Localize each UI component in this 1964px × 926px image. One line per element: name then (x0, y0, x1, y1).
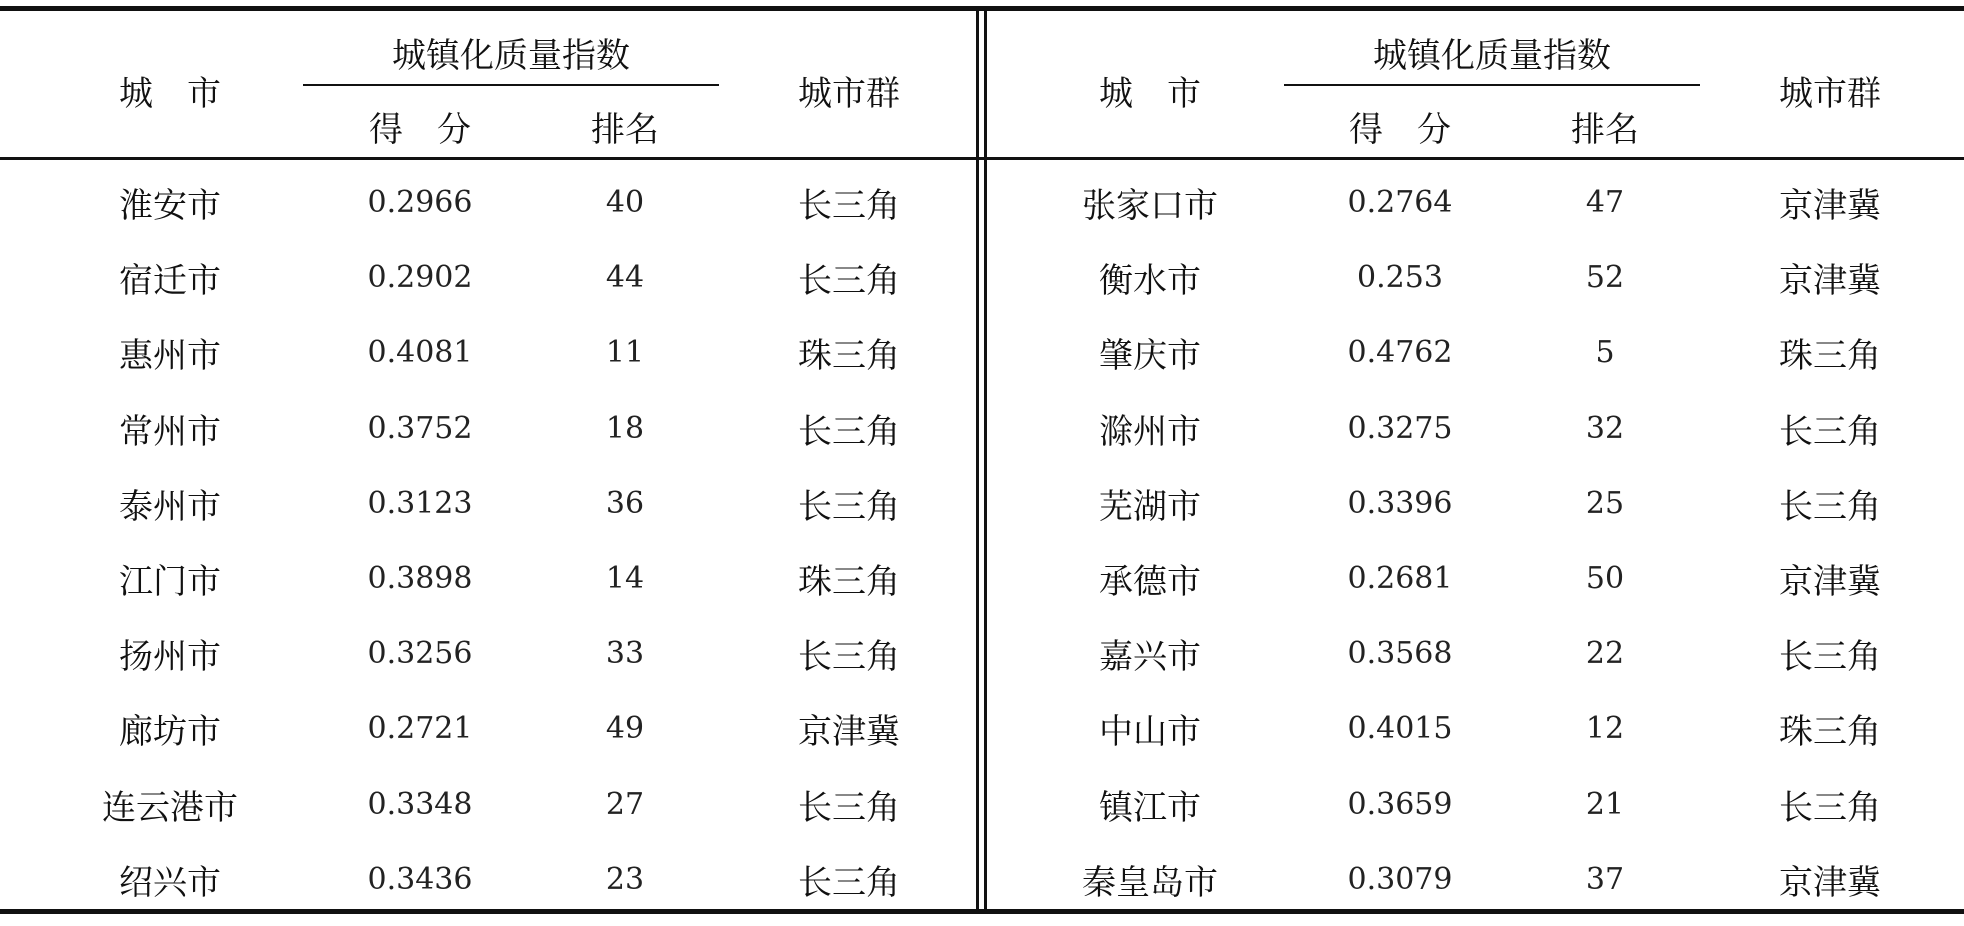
table-bottom-rule (0, 909, 1964, 914)
score-cell: 0.3659 (1347, 786, 1453, 822)
cluster-cell: 京津冀 (1779, 862, 1881, 903)
city-name-cell: 芜湖市 (1099, 486, 1201, 527)
column-header-cluster: 城市群 (1779, 73, 1881, 114)
cluster-cell: 长三角 (798, 787, 900, 828)
city-name-cell: 镇江市 (1099, 787, 1201, 828)
city-name-cell: 泰州市 (119, 486, 221, 527)
rank-cell: 44 (605, 259, 645, 295)
city-name-cell: 江门市 (119, 561, 221, 602)
cluster-cell: 长三角 (798, 636, 900, 677)
cluster-cell: 京津冀 (1779, 561, 1881, 602)
rank-cell: 49 (605, 710, 645, 746)
table-top-rule (0, 6, 1964, 11)
city-name-cell: 廊坊市 (119, 711, 221, 752)
rank-cell: 23 (605, 861, 645, 897)
score-cell: 0.3275 (1347, 410, 1453, 446)
column-header-index-group: 城镇化质量指数 (1373, 35, 1611, 76)
cluster-cell: 珠三角 (798, 335, 900, 376)
city-name-cell: 张家口市 (1082, 185, 1218, 226)
cluster-cell: 长三角 (798, 486, 900, 527)
column-header-cluster: 城市群 (798, 73, 900, 114)
rank-cell: 33 (605, 635, 645, 671)
rank-cell: 36 (605, 485, 645, 521)
score-cell: 0.3256 (367, 635, 473, 671)
score-cell: 0.2681 (1347, 560, 1453, 596)
city-name-cell: 扬州市 (119, 636, 221, 677)
rank-cell: 12 (1585, 710, 1625, 746)
city-name-cell: 承德市 (1099, 561, 1201, 602)
index-group-underline (1284, 84, 1700, 86)
score-cell: 0.3568 (1347, 635, 1453, 671)
score-cell: 0.3396 (1347, 485, 1453, 521)
score-cell: 0.3436 (367, 861, 473, 897)
score-cell: 0.4762 (1347, 334, 1453, 370)
city-name-cell: 嘉兴市 (1099, 636, 1201, 677)
cluster-cell: 京津冀 (798, 711, 900, 752)
score-cell: 0.4015 (1347, 710, 1453, 746)
rank-cell: 22 (1585, 635, 1625, 671)
rank-cell: 27 (605, 786, 645, 822)
cluster-cell: 长三角 (798, 411, 900, 452)
rank-cell: 18 (605, 410, 645, 446)
score-cell: 0.2721 (367, 710, 473, 746)
city-name-cell: 淮安市 (119, 185, 221, 226)
city-name-cell: 惠州市 (119, 335, 221, 376)
cluster-cell: 长三角 (798, 862, 900, 903)
center-divider-line (976, 6, 979, 914)
rank-cell: 11 (605, 334, 645, 370)
cluster-cell: 长三角 (798, 185, 900, 226)
rank-cell: 50 (1585, 560, 1625, 596)
column-header-rank: 排名 (1571, 109, 1639, 150)
column-header-score: 得 分 (1349, 109, 1451, 150)
score-cell: 0.2902 (367, 259, 473, 295)
column-header-city: 城 市 (1099, 73, 1201, 114)
header-bottom-rule (0, 157, 1964, 160)
rank-cell: 37 (1585, 861, 1625, 897)
city-name-cell: 秦皇岛市 (1082, 862, 1218, 903)
rank-cell: 32 (1585, 410, 1625, 446)
rank-cell: 47 (1585, 184, 1625, 220)
score-cell: 0.2764 (1347, 184, 1453, 220)
city-name-cell: 中山市 (1099, 711, 1201, 752)
score-cell: 0.3752 (367, 410, 473, 446)
column-header-index-group: 城镇化质量指数 (392, 35, 630, 76)
score-cell: 0.2966 (367, 184, 473, 220)
cluster-cell: 珠三角 (798, 561, 900, 602)
city-name-cell: 滁州市 (1099, 411, 1201, 452)
score-cell: 0.253 (1357, 259, 1443, 295)
rank-cell: 40 (605, 184, 645, 220)
city-name-cell: 绍兴市 (119, 862, 221, 903)
score-cell: 0.3348 (367, 786, 473, 822)
cluster-cell: 京津冀 (1779, 185, 1881, 226)
city-name-cell: 宿迁市 (119, 260, 221, 301)
column-header-score: 得 分 (369, 109, 471, 150)
cluster-cell: 长三角 (1779, 486, 1881, 527)
rank-cell: 25 (1585, 485, 1625, 521)
cluster-cell: 珠三角 (1779, 335, 1881, 376)
score-cell: 0.4081 (367, 334, 473, 370)
rank-cell: 14 (605, 560, 645, 596)
rank-cell: 5 (1595, 334, 1615, 370)
rank-cell: 52 (1585, 259, 1625, 295)
cluster-cell: 京津冀 (1779, 260, 1881, 301)
column-header-city: 城 市 (119, 73, 221, 114)
center-divider-line (984, 6, 987, 914)
cluster-cell: 长三角 (798, 260, 900, 301)
city-name-cell: 衡水市 (1099, 260, 1201, 301)
score-cell: 0.3079 (1347, 861, 1453, 897)
city-name-cell: 肇庆市 (1099, 335, 1201, 376)
cluster-cell: 长三角 (1779, 787, 1881, 828)
score-cell: 0.3123 (367, 485, 473, 521)
index-group-underline (303, 84, 719, 86)
column-header-rank: 排名 (591, 109, 659, 150)
cluster-cell: 珠三角 (1779, 711, 1881, 752)
city-name-cell: 常州市 (119, 411, 221, 452)
city-name-cell: 连云港市 (102, 787, 238, 828)
score-cell: 0.3898 (367, 560, 473, 596)
rank-cell: 21 (1585, 786, 1625, 822)
cluster-cell: 长三角 (1779, 411, 1881, 452)
cluster-cell: 长三角 (1779, 636, 1881, 677)
